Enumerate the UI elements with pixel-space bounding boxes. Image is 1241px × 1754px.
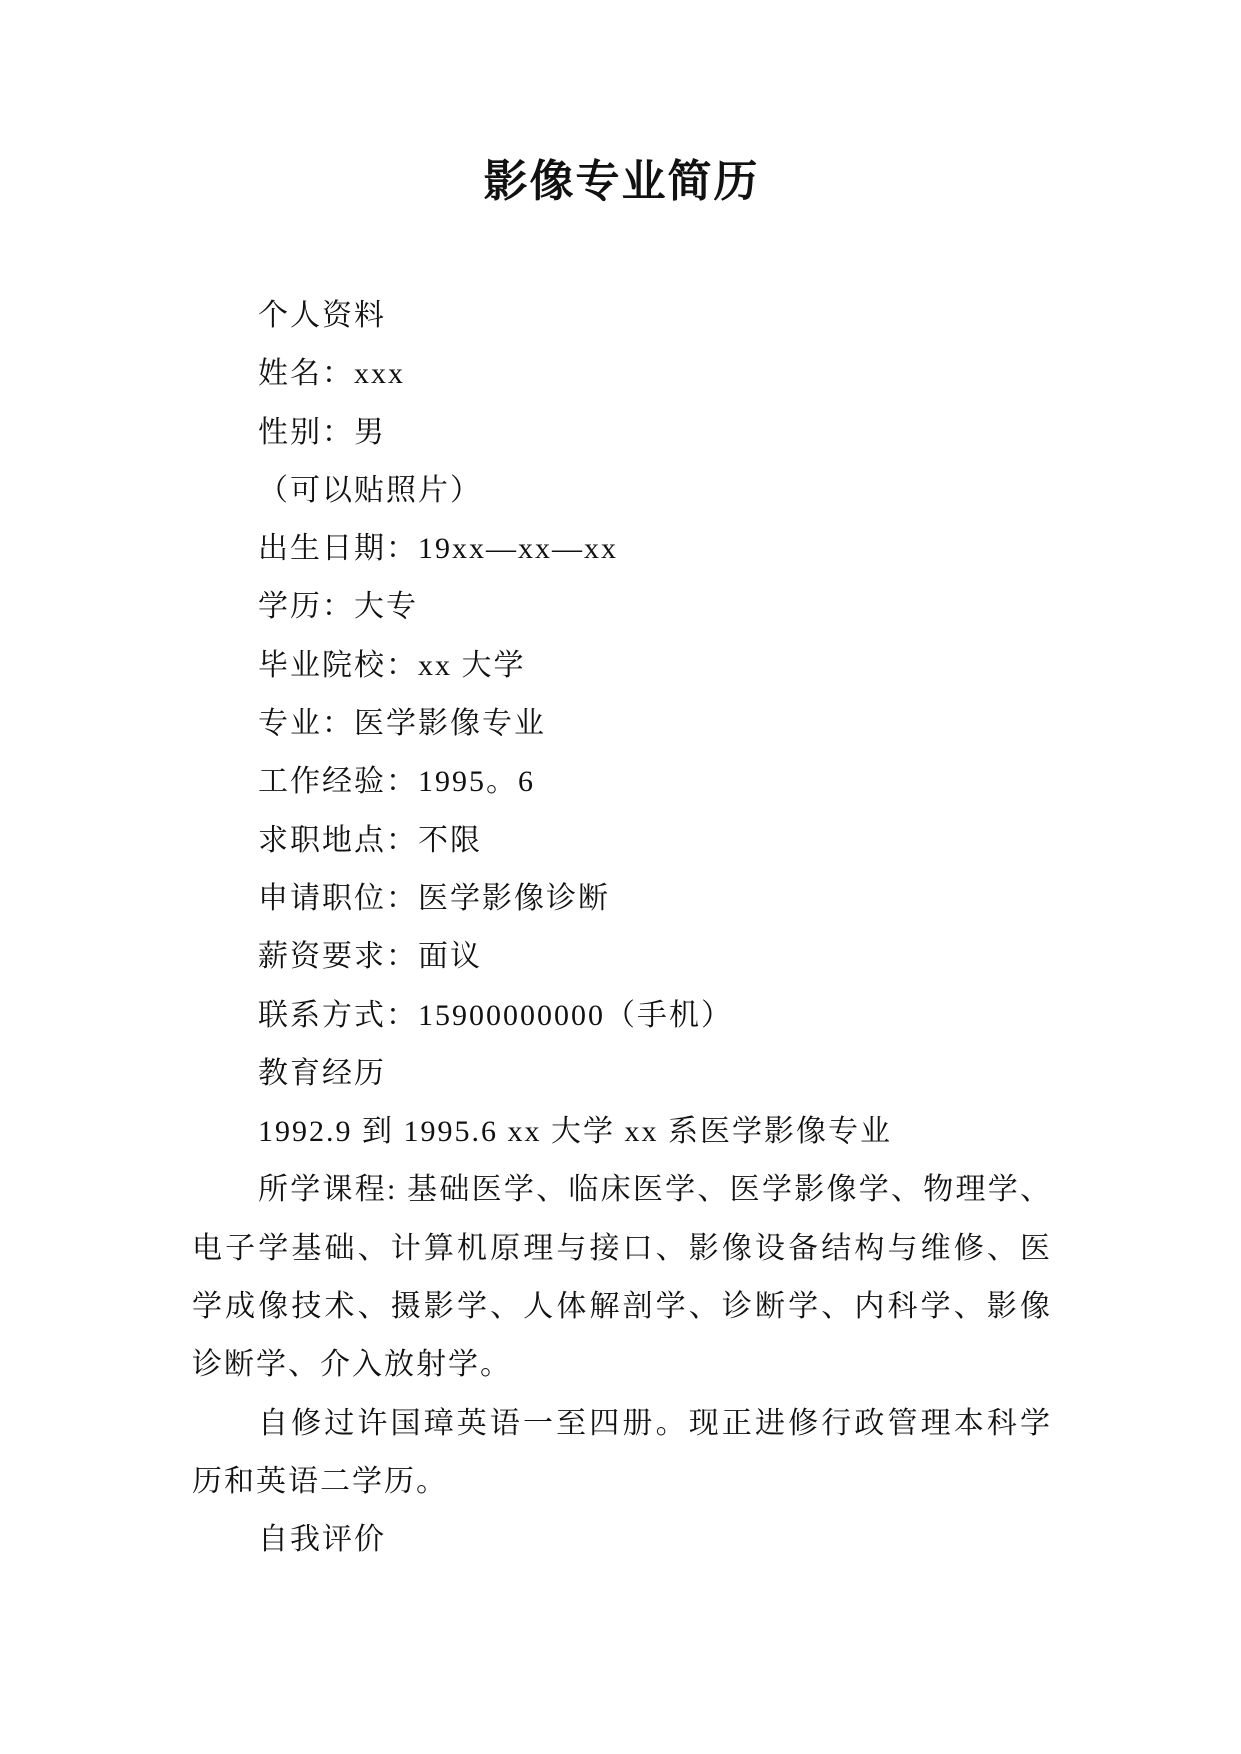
school-value: xx 大学 bbox=[418, 648, 526, 682]
gender-label: 性别： bbox=[258, 415, 354, 449]
school-field bbox=[192, 637, 1052, 695]
education-level-value: 大专 bbox=[354, 590, 418, 624]
personal-info-heading: 个人资料 bbox=[258, 299, 386, 332]
education-heading: 教育经历 bbox=[258, 1056, 386, 1090]
contact-field bbox=[192, 987, 1052, 1045]
school-label: 毕业院校： bbox=[258, 648, 418, 682]
job-location-field bbox=[192, 812, 1052, 870]
job-location-value: 不限 bbox=[418, 823, 482, 857]
salary-value: 面议 bbox=[418, 940, 482, 974]
gender-value: 男 bbox=[354, 415, 386, 449]
birth-date-label: 出生日期： bbox=[258, 532, 418, 566]
photo-note: （可以贴照片） bbox=[258, 473, 482, 507]
salary-label: 薪资要求： bbox=[258, 940, 418, 974]
resume-body bbox=[192, 287, 1052, 1570]
major-field bbox=[192, 695, 1052, 753]
birth-date-field bbox=[192, 520, 1052, 578]
contact-label: 联系方式： bbox=[258, 998, 418, 1032]
salary-field bbox=[192, 928, 1052, 986]
work-experience-field bbox=[192, 753, 1052, 811]
courses-paragraph: 所学课程: 基础医学、临床医学、医学影像学、物理学、电子学基础、计算机原理与接口、影像设备结构与维修、医学成像技术、摄影学、人体解剖学、诊断学、内科学、影像诊断学、介入放射学。 bbox=[192, 1173, 1052, 1382]
name-value: xxx bbox=[354, 357, 405, 391]
position-field bbox=[192, 870, 1052, 928]
birth-date-value: 19xx—xx—xx bbox=[418, 532, 618, 566]
position-value: 医学影像诊断 bbox=[418, 881, 610, 915]
work-experience-label: 工作经验： bbox=[258, 765, 418, 799]
position-label: 申请职位： bbox=[258, 881, 418, 915]
self-study-paragraph: 自修过许国璋英语一至四册。现正进修行政管理本科学历和英语二学历。 bbox=[192, 1406, 1052, 1498]
contact-value: 15900000000（手机） bbox=[418, 998, 733, 1032]
major-value: 医学影像专业 bbox=[354, 707, 546, 741]
name-field bbox=[192, 345, 1052, 403]
work-experience-value: 1995。6 bbox=[418, 765, 535, 799]
gender-field bbox=[192, 404, 1052, 462]
education-entry: 1992.9 到 1995.6 xx 大学 xx 系医学影像专业 bbox=[258, 1115, 892, 1149]
document-title: 影像专业简历 bbox=[483, 157, 760, 206]
job-location-label: 求职地点： bbox=[258, 823, 418, 857]
education-level-label: 学历： bbox=[258, 590, 354, 624]
major-label: 专业： bbox=[258, 707, 354, 741]
self-evaluation-heading: 自我评价 bbox=[258, 1523, 386, 1557]
name-label: 姓名： bbox=[258, 357, 354, 391]
education-level-field bbox=[192, 578, 1052, 636]
